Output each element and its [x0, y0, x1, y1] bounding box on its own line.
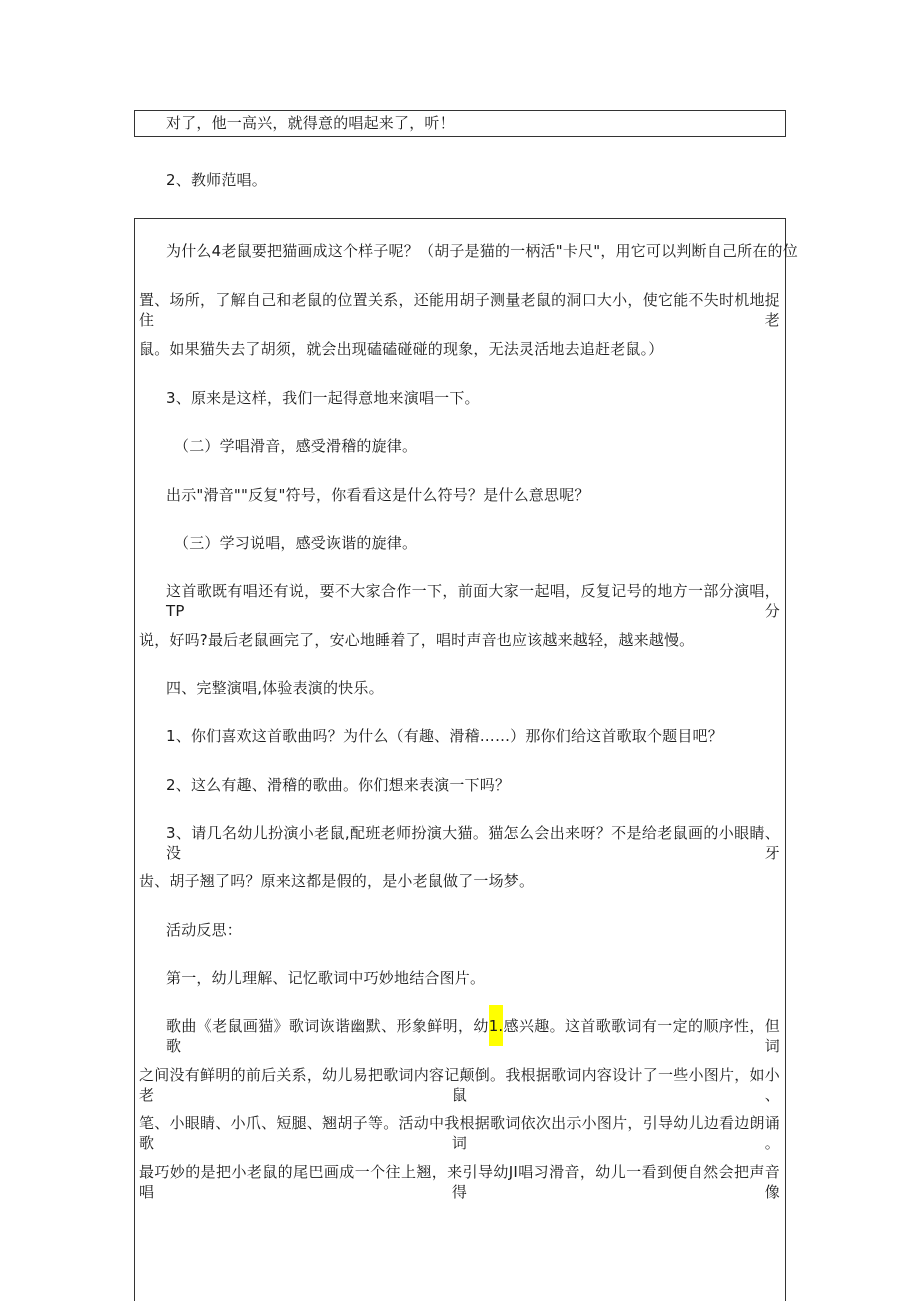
paragraph-text: 歌曲《老鼠画猫》歌词诙谐幽默、形象鲜明，幼: [166, 1017, 489, 1035]
section-heading: 四、完整演唱,体验表演的快乐。: [166, 679, 384, 697]
paragraph-line: 置、场所，了解自己和老鼠的位置关系，还能用胡子测量老鼠的洞口大小，使它能不失时机地捉住老: [139, 291, 780, 329]
paragraph-line: 为什么4老鼠要把猫画成这个样子呢？（胡子是猫的一柄活"卡尺"，用它可以判断自己所在的位: [166, 242, 798, 260]
highlighted-text: 1.: [489, 1005, 504, 1046]
section-heading: 活动反思：: [166, 921, 243, 939]
paragraph-line: 笔、小眼睛、小爪、短腿、翘胡子等。活动中我根据歌词依次出示小图片，引导幼儿边看边朗诵歌词。: [139, 1114, 780, 1152]
paragraph-text: 感兴趣。这首歌歌词有一定的顺序性，但歌词: [166, 1017, 780, 1055]
paragraph-line: 3、原来是这样，我们一起得意地来演唱一下。: [166, 389, 480, 407]
paragraph-line: 2、这么有趣、滑稽的歌曲。你们想来表演一下吗？: [166, 776, 511, 794]
section-heading: （二）学唱滑音，感受滑稽的旋律。: [174, 437, 418, 455]
paragraph-line: 说，好吗?最后老鼠画完了，安心地睡着了，唱时声音也应该越来越轻，越来越慢。: [139, 631, 695, 649]
section-heading: （三）学习说唱，感受诙谐的旋律。: [174, 534, 418, 552]
paragraph-line: 出示"滑音""反复"符号，你看看这是什么符号？是什么意思呢？: [166, 486, 590, 504]
paragraph-line: 3、请几名幼儿扮演小老鼠,配班老师扮演大猫。猫怎么会出来呀？不是给老鼠画的小眼睛、没牙: [166, 824, 780, 862]
paragraph-line: 齿、胡子翘了吗？原来这都是假的，是小老鼠做了一场梦。: [139, 872, 535, 890]
top-box-line: 对了，他一高兴，就得意的唱起来了，听！: [166, 114, 455, 132]
paragraph-line: 鼠。如果猫失去了胡须，就会出现磕磕碰碰的现象，无法灵活地去追赶老鼠。）: [139, 340, 664, 358]
paragraph-line: 1、你们喜欢这首歌曲吗？为什么（有趣、滑稽……）那你们给这首歌取个题目吧？: [166, 727, 723, 745]
paragraph-line: 之间没有鲜明的前后关系，幼儿易把歌词内容记颠倒。我根据歌词内容设计了一些小图片，如小老鼠、: [139, 1066, 780, 1104]
teacher-demo-heading: 2、教师范唱。: [166, 171, 267, 189]
paragraph-line: 最巧妙的是把小老鼠的尾巴画成一个往上翘，来引导幼JI唱习滑音，幼儿一看到便自然会把声音唱得像: [139, 1163, 780, 1201]
paragraph-line: 第一，幼儿理解、记忆歌词中巧妙地结合图片。: [166, 969, 486, 987]
paragraph-line: 这首歌既有唱还有说，要不大家合作一下，前面大家一起唱，反复记号的地方一部分演唱，TP分: [166, 582, 780, 620]
paragraph-line: [166, 1016, 780, 1056]
